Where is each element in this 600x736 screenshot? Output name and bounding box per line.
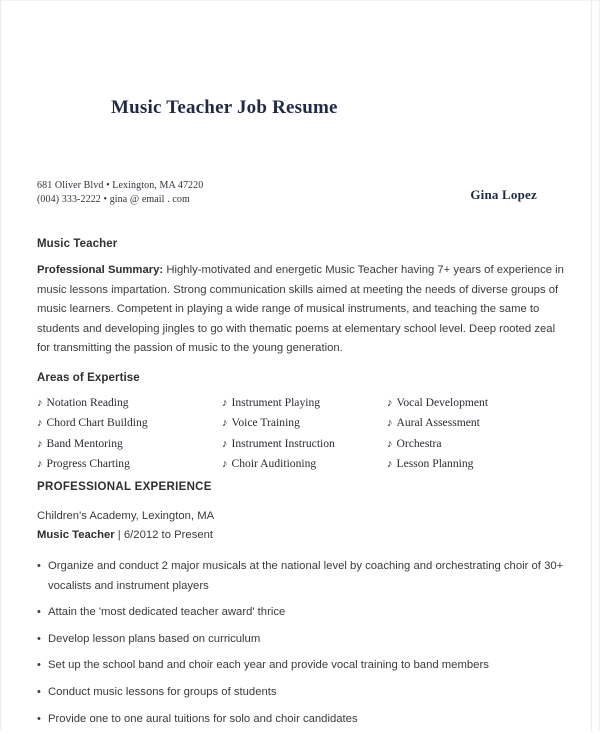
- expertise-item: [222, 434, 387, 455]
- professional-summary-label: Professional Summary:: [37, 264, 164, 276]
- contact-block: [37, 179, 203, 206]
- music-note-icon: ♪: [222, 437, 228, 450]
- page-right-edge-line: [591, 1, 592, 731]
- music-note-icon: ♪: [37, 458, 43, 471]
- expertise-item-label: Progress Charting: [46, 457, 130, 471]
- job-title: Music Teacher: [37, 528, 115, 541]
- employer-name: Children's Academy, Lexington, MA: [37, 509, 215, 522]
- expertise-item-label: Orchestra: [396, 436, 442, 450]
- duty-item: • Set up the school band and choir each year and provide vocal training to band members: [37, 656, 565, 676]
- expertise-item-label: Instrument Instruction: [231, 436, 335, 450]
- music-note-icon: ♪: [37, 437, 43, 450]
- expertise-item-label: Choir Auditioning: [231, 457, 317, 471]
- expertise-list: [37, 393, 565, 475]
- music-note-icon: ♪: [37, 417, 43, 430]
- expertise-item: [387, 454, 565, 475]
- expertise-item-label: Aural Assessment: [396, 416, 480, 430]
- candidate-name: Gina Lopez: [470, 187, 537, 202]
- music-note-icon: ♪: [222, 458, 228, 471]
- resume-body: [37, 238, 565, 736]
- contact-phone-email: (004) 333-2222 • gina @ email . com: [37, 193, 190, 205]
- expertise-item: [37, 454, 222, 475]
- duty-item: • Provide one to one aural tuitions for solo and choir candidates: [37, 710, 565, 730]
- duty-item: • Conduct music lessons for groups of students: [37, 683, 565, 703]
- professional-summary-text: Highly-motivated and energetic Music Teacher having 7+ years of experience in music lessons impartation. Strong communication skills aimed at meeting the needs of diverse groups of music learners. Competent in playing a wide range of musical instruments, and teaching the same to students and developing jingles to go with thematic poems at elementary school level. Deep rooted zeal for transmitting the passion of music to the young generation.: [37, 264, 564, 355]
- expertise-item-label: Lesson Planning: [396, 457, 474, 471]
- music-note-icon: ♪: [222, 396, 228, 409]
- music-note-icon: ♪: [222, 417, 228, 430]
- expertise-item: [387, 413, 565, 434]
- expertise-item: [222, 393, 387, 414]
- duties-list: [37, 557, 565, 729]
- professional-summary: [37, 261, 565, 359]
- expertise-heading: Areas of Expertise: [37, 371, 140, 384]
- duty-item: • Develop lesson plans based on curriculum: [37, 630, 565, 650]
- experience-heading: PROFESSIONAL EXPERIENCE: [37, 480, 212, 493]
- expertise-item: [387, 434, 565, 455]
- duty-item: • Organize and conduct 2 major musicals at the national level by coaching and orchestrating choir of 30+ vocalists and instrument players: [37, 557, 565, 596]
- expertise-item: [387, 393, 565, 414]
- job-title-line: [37, 526, 565, 545]
- expertise-item-label: Band Mentoring: [46, 436, 123, 450]
- expertise-item-label: Notation Reading: [46, 395, 129, 409]
- page-title: Music Teacher Job Resume: [111, 97, 338, 118]
- expertise-item: [222, 454, 387, 475]
- role-heading: Music Teacher: [37, 238, 118, 250]
- expertise-item: [37, 434, 222, 455]
- music-note-icon: ♪: [387, 396, 393, 409]
- duty-item: • Attain the 'most dedicated teacher award' thrice: [37, 603, 565, 623]
- expertise-item: [37, 413, 222, 434]
- job-dates: | 6/2012 to Present: [114, 528, 214, 541]
- music-note-icon: ♪: [387, 458, 393, 471]
- expertise-item: [222, 413, 387, 434]
- expertise-item-label: Vocal Development: [396, 395, 489, 409]
- music-note-icon: ♪: [387, 417, 393, 430]
- contact-address: 681 Oliver Blvd • Lexington, MA 47220: [37, 180, 204, 191]
- expertise-item-label: Instrument Playing: [231, 395, 321, 409]
- music-note-icon: ♪: [37, 396, 43, 409]
- expertise-item: [37, 393, 222, 414]
- music-note-icon: ♪: [387, 437, 393, 450]
- expertise-item-label: Voice Training: [231, 416, 300, 430]
- expertise-item-label: Chord Chart Building: [46, 416, 148, 430]
